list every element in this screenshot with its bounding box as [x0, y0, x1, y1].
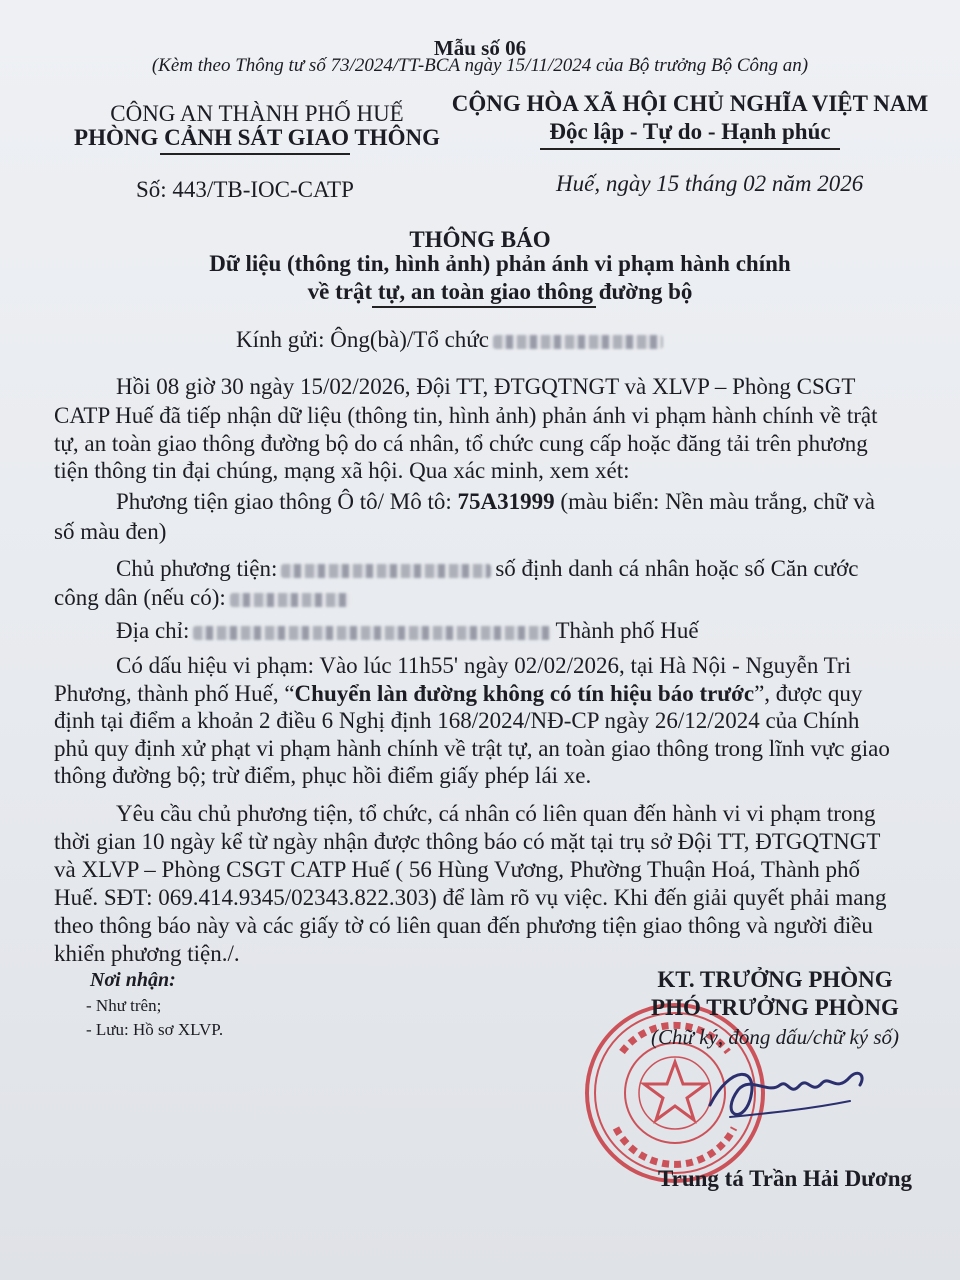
- vehicle-line: Phương tiện giao thông Ô tô/ Mô tô: 75A31999 (màu biển: Nền màu trắng, chữ và: [116, 489, 875, 514]
- request-line-6: khiển phương tiện./.: [54, 941, 240, 966]
- vehicle-line-2: số màu đen): [54, 519, 167, 544]
- redacted-id: [230, 593, 350, 607]
- department-underline: [160, 153, 350, 155]
- violation-line-2: Phương, thành phố Huế, “Chuyển làn đường không có tín hiệu báo trước”, được quy: [54, 681, 863, 706]
- redacted-address: [193, 626, 551, 640]
- owner-line: Chủ phương tiện: số định danh cá nhân hoặc số Căn cước: [116, 556, 859, 581]
- sign-title-2: PHÓ TRƯỞNG PHÒNG: [651, 995, 899, 1020]
- agency-name: CÔNG AN THÀNH PHỐ HUẾ: [110, 101, 404, 126]
- violation-line-3: định tại điểm a khoản 2 điều 6 Nghị định 168/2024/NĐ-CP ngày 26/12/2024 của Chính: [54, 708, 860, 733]
- request-line-5: theo thông báo này và các giấy tờ có liên quan đến phương tiện giao thông và người điều: [54, 913, 873, 938]
- violation-line-1: Có dấu hiệu vi phạm: Vào lúc 11h55' ngày 02/02/2026, tại Hà Nội - Nguyễn Tri: [116, 653, 851, 678]
- department-name: PHÒNG CẢNH SÁT GIAO THÔNG: [74, 125, 440, 150]
- date-place: Huế, ngày 15 tháng 02 năm 2026: [556, 171, 864, 196]
- request-line-4: Huế. SĐT: 069.414.9345/02343.822.303) để làm rõ vụ việc. Khi đến giải quyết phải mang: [54, 885, 887, 910]
- paragraph-1-line-3: tự, an toàn giao thông đường bộ do cá nhân, tổ chức cung cấp hoặc đăng tải trên phương: [54, 431, 868, 456]
- request-line-1: Yêu cầu chủ phương tiện, tổ chức, cá nhân có liên quan đến hành vi vi phạm trong: [116, 801, 876, 826]
- request-line-2: thời gian 10 ngày kể từ ngày nhận được thông báo có mặt tại trụ sở Đội TT, ĐTGQTNGT: [54, 829, 881, 854]
- document-subtitle-1: Dữ liệu (thông tin, hình ảnh) phản ánh vi phạm hành chính: [209, 251, 791, 276]
- greeting: Kính gửi: Ông(bà)/Tổ chức: [236, 326, 667, 354]
- recipient-1: - Như trên;: [86, 996, 162, 1015]
- nation-motto: Độc lập - Tự do - Hạnh phúc: [549, 119, 831, 144]
- nation-title: CỘNG HÒA XÃ HỘI CHỦ NGHĨA VIỆT NAM: [451, 91, 929, 116]
- title-underline: [372, 306, 596, 308]
- request-line-3: và XLVP – Phòng CSGT CATP Huế ( 56 Hùng Vương, Phường Thuận Hoá, Thành phố: [54, 857, 860, 882]
- id-line: công dân (nếu có):: [54, 584, 354, 612]
- handwritten-signature: [690, 1055, 880, 1135]
- document-subtitle-2: về trật tự, an toàn giao thông đường bộ: [307, 279, 693, 304]
- paragraph-1-line-2: CATP Huế đã tiếp nhận dữ liệu (thông tin, hình ảnh) phản ánh vi phạm hành chính về trật: [54, 403, 878, 428]
- violation-line-5: thông đường bộ; trừ điểm, phục hồi điểm giấy phép lái xe.: [54, 763, 592, 788]
- form-reference: (Kèm theo Thông tư số 73/2024/TT-BCA ngày 15/11/2024 của Bộ trưởng Bộ Công an): [151, 55, 809, 76]
- redacted-owner: [281, 564, 491, 578]
- paragraph-1-line-4: tiện thông tin đại chúng, mạng xã hội. Qua xác minh, xem xét:: [54, 458, 630, 483]
- recipient-2: - Lưu: Hồ sơ XLVP.: [86, 1020, 224, 1039]
- document-number: Số: 443/TB-IOC-CATP: [136, 177, 354, 202]
- motto-underline: [540, 148, 840, 150]
- violation-line-4: phủ quy định xử phạt vi phạm hành chính về trật tự, an toàn giao thông trong lĩnh vực giao: [54, 736, 890, 761]
- sign-note: (Chữ ký, đóng dấu/chữ ký số): [650, 1025, 899, 1049]
- document-title: THÔNG BÁO: [409, 227, 551, 252]
- paragraph-1-line-1: Hồi 08 giờ 30 ngày 15/02/2026, Đội TT, ĐTGQTNGT và XLVP – Phòng CSGT: [116, 374, 856, 399]
- redacted-recipient: [493, 335, 663, 349]
- recipients-title: Nơi nhận:: [90, 969, 176, 991]
- license-plate: 75A31999: [457, 489, 555, 514]
- form-number: Mẫu số 06: [433, 36, 527, 60]
- signer-name: Trung tá Trần Hải Dương: [657, 1166, 913, 1191]
- sign-title-1: KT. TRƯỞNG PHÒNG: [657, 967, 893, 992]
- violation-type: Chuyển làn đường không có tín hiệu báo trước: [294, 681, 755, 706]
- address-line: Địa chỉ: Thành phố Huế: [116, 618, 699, 643]
